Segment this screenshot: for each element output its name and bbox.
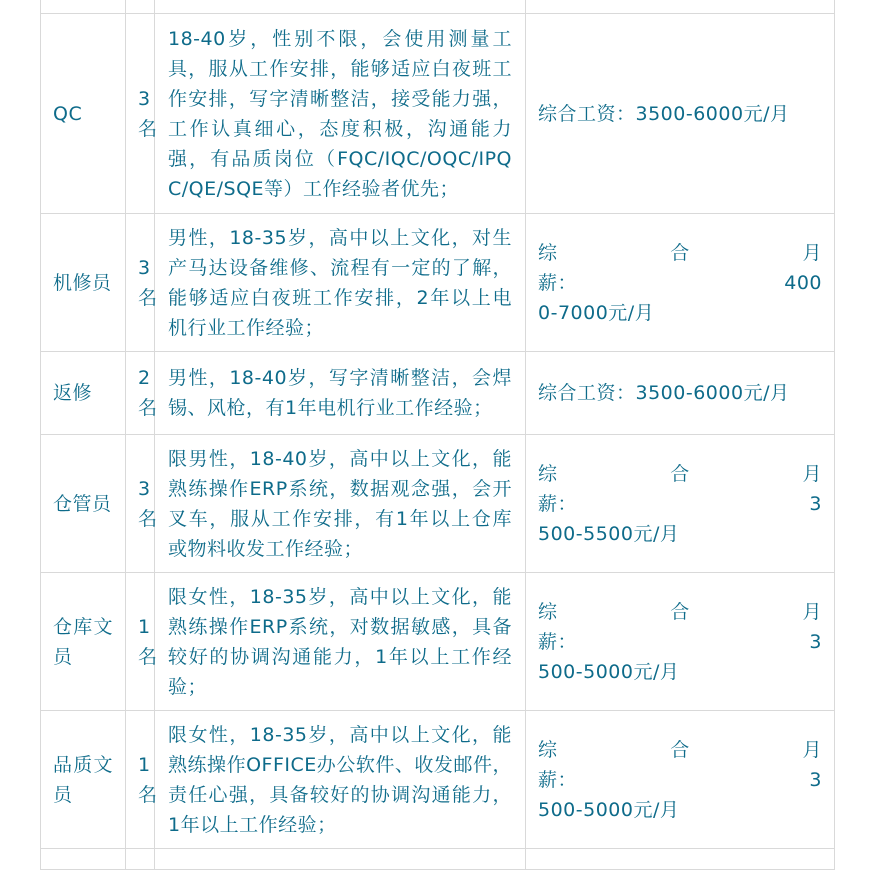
requirement-cell: 男性，18-35岁，高中以上文化，对生产马达设备维修、流程有一定的了解，能够适应白夜班工作安排，2年以上电机行业工作经验； [155, 214, 526, 352]
table-row [41, 435, 835, 573]
salary-line-3: 500-5000元/月 [538, 660, 680, 683]
recruitment-table-container [40, 0, 835, 870]
count-cell: 1名 [126, 711, 155, 849]
position-cell: 机修员 [41, 214, 126, 352]
position-line-2: 员 [53, 783, 73, 806]
salary-line-3: 500-5000元/月 [538, 798, 680, 821]
recruitment-table [40, 0, 835, 870]
salary-line-2: 薪： 400 [538, 271, 822, 294]
salary-cell [526, 711, 835, 849]
salary-cell: 综合工资：3500-6000元/月 [526, 352, 835, 435]
count-cell: 1名 [126, 573, 155, 711]
salary-line-1: 综 合 月 [538, 462, 822, 485]
salary-line-3: 0-7000元/月 [538, 301, 655, 324]
requirement-cell: 18-40岁，性别不限，会使用测量工具，服从工作安排，能够适应白夜班工作安排，写字清晰整洁，接受能力强，工作认真细心，态度积极，沟通能力强，有品质岗位（FQC/IQC/OQC/IPQC/QE/SQE等）工作经验者优先； [155, 14, 526, 214]
position-line-1: 仓 库 文 [53, 615, 113, 638]
salary-line-1: 综 合 月 [538, 241, 822, 264]
requirement-cell: 男性，18-40岁，写字清晰整洁，会焊锡、风枪，有1年电机行业工作经验； [155, 352, 526, 435]
table-row [41, 14, 835, 214]
salary-cell [526, 214, 835, 352]
count-cell: 3名 [126, 435, 155, 573]
count-cell: 2名 [126, 352, 155, 435]
salary-line-2: 薪： 3 [538, 768, 822, 791]
table-row [41, 352, 835, 435]
table-row [41, 711, 835, 849]
count-cell: 3名 [126, 14, 155, 214]
position-line-1: 品 质 文 [53, 753, 113, 776]
requirement-cell: 限男性，18-40岁，高中以上文化，能熟练操作ERP系统，数据观念强，会开叉车，服从工作安排，有1年以上仓库或物料收发工作经验； [155, 435, 526, 573]
count-cell: 3名 [126, 214, 155, 352]
position-cell [41, 14, 126, 214]
position-name: QC [53, 102, 83, 125]
salary-cell [526, 573, 835, 711]
position-cell [41, 573, 126, 711]
salary-line-2: 薪： 3 [538, 492, 822, 515]
requirement-cell: 限女性，18-35岁，高中以上文化，能熟练操作ERP系统，对数据敏感，具备较好的协调沟通能力，1年以上工作经验； [155, 573, 526, 711]
table-row-partial-bottom [41, 849, 835, 870]
position-cell: 返修 [41, 352, 126, 435]
salary-line-3: 500-5500元/月 [538, 522, 680, 545]
salary-cell [526, 435, 835, 573]
table-row-partial-top [41, 0, 835, 14]
table-row [41, 214, 835, 352]
salary-line-1: 综 合 月 [538, 600, 822, 623]
salary-line-1: 综 合 月 [538, 738, 822, 761]
position-cell [41, 711, 126, 849]
table-row [41, 573, 835, 711]
position-cell: 仓管员 [41, 435, 126, 573]
salary-line-2: 薪： 3 [538, 630, 822, 653]
position-line-2: 员 [53, 645, 73, 668]
requirement-cell: 限女性，18-35岁，高中以上文化，能熟练操作OFFICE办公软件、收发邮件，责任心强，具备较好的协调沟通能力，1年以上工作经验； [155, 711, 526, 849]
salary-cell: 综合工资：3500-6000元/月 [526, 14, 835, 214]
